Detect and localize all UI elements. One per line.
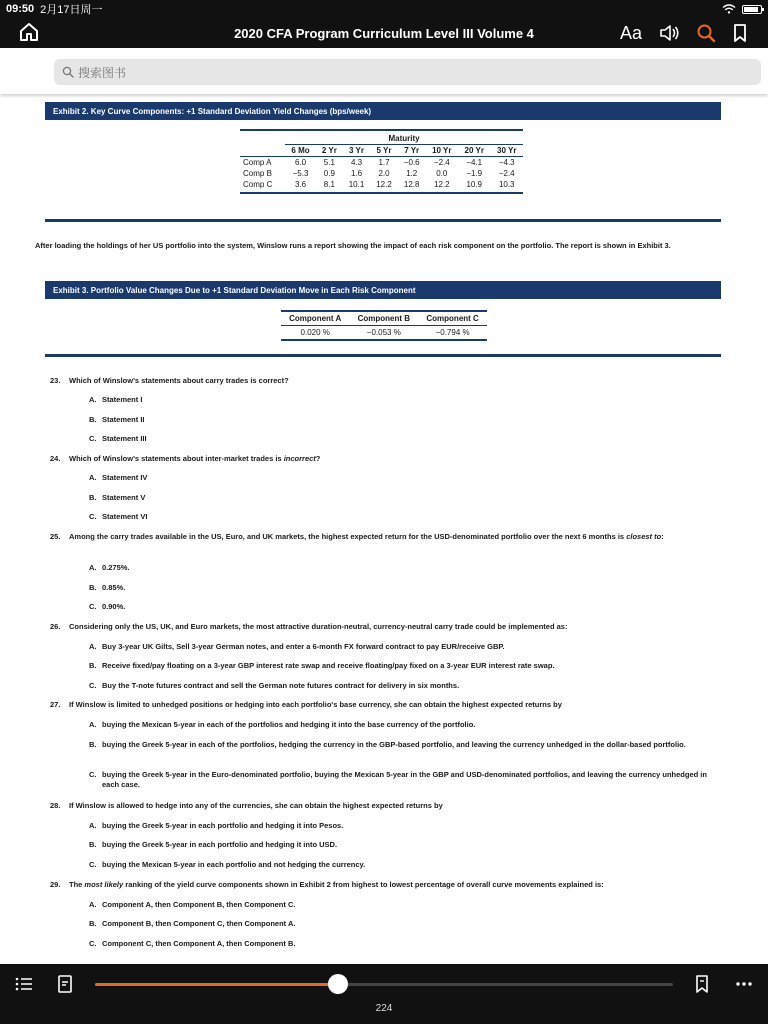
table-cell: 10.3: [490, 179, 523, 193]
book-title: 2020 CFA Program Curriculum Level III Volume 4: [234, 25, 534, 41]
status-date: 2月17日周一: [40, 4, 103, 16]
column-header: Component A: [281, 311, 349, 326]
question-emphasis: incorrect: [283, 454, 316, 463]
option-text: 0.275%.: [102, 563, 130, 572]
question-number: 29.: [50, 880, 61, 889]
option-letter: C.: [89, 770, 97, 779]
option-26-c: [89, 681, 725, 691]
table-cell: 4.3: [350, 158, 363, 167]
option-29-c: [89, 939, 725, 949]
exhibit-3-title: Exhibit 3. Portfolio Value Changes Due to +1 Standard Deviation Move in Each Risk Component: [45, 281, 721, 299]
reader-bottom-bar: [0, 964, 768, 1024]
option-23-c: [89, 434, 725, 444]
option-letter: A.: [89, 473, 97, 482]
table-cell: 5.1: [323, 158, 335, 167]
option-text: Statement IV: [102, 473, 148, 482]
question-text: If Winslow is allowed to hedge into any of the currencies, she can obtain the highest expected returns by: [69, 801, 443, 810]
option-letter: C.: [89, 860, 97, 869]
option-letter: B.: [89, 919, 97, 928]
option-text: Receive fixed/pay floating on a 3-year GBP interest rate swap and receive floating/pay fixed on a 3-year EUR interest rate swap.: [102, 661, 555, 670]
question-28: [50, 801, 725, 811]
option-text: Statement I: [102, 395, 143, 404]
book-page: [0, 94, 768, 964]
question-29: [50, 880, 725, 890]
option-text: buying the Greek 5-year in each of the portfolios, hedging the currency in the GBP-based portfolio, and leaving the currency unhedged in the dollar-based portfolio.: [102, 740, 686, 749]
option-text: Statement II: [102, 415, 145, 424]
column-header: 10 Yr: [426, 145, 458, 157]
column-header: Component B: [349, 311, 418, 326]
option-letter: A.: [89, 642, 97, 651]
search-icon[interactable]: [696, 23, 716, 43]
option-text: Statement V: [102, 493, 146, 502]
option-text: Component A, then Component B, then Component C.: [102, 900, 296, 909]
toolbar-icons: [620, 20, 748, 46]
column-header: 6 Mo: [285, 145, 316, 157]
question-text-end: ranking of the yield curve components shown in Exhibit 2 from highest to lowest percentage of overall curve movements explained is:: [123, 880, 604, 889]
option-letter: B.: [89, 493, 97, 502]
column-header: 2 Yr: [316, 145, 343, 157]
option-text: 0.85%.: [102, 583, 126, 592]
option-letter: B.: [89, 583, 97, 592]
exhibit-2-table: [240, 129, 523, 194]
option-letter: C.: [89, 939, 97, 948]
option-25-a: [89, 563, 725, 573]
table-cell: 0.020 %: [281, 326, 349, 341]
table-cell: −4.1: [466, 158, 483, 167]
slider-thumb[interactable]: [328, 974, 348, 994]
option-text: Component B, then Component C, then Component A.: [102, 919, 296, 928]
table-cell: 12.2: [370, 179, 398, 193]
option-text: Statement III: [102, 434, 147, 443]
option-24-a: [89, 473, 725, 483]
page-number: 224: [375, 1003, 393, 1014]
speaker-icon[interactable]: [658, 23, 680, 43]
page-view-icon[interactable]: [55, 974, 75, 994]
table-cell: 1.7: [378, 158, 390, 167]
table-cell: 2.0: [378, 169, 390, 178]
page-slider[interactable]: [95, 983, 673, 986]
wifi-icon: [722, 4, 736, 14]
table-row: [240, 157, 523, 169]
table-cell: −0.053 %: [349, 326, 418, 341]
table-row: [240, 168, 523, 179]
option-23-b: [89, 415, 725, 425]
table-cell: −0.794 %: [418, 326, 487, 341]
font-size-button[interactable]: Aa: [619, 23, 642, 43]
option-23-a: [89, 395, 725, 405]
option-letter: B.: [89, 661, 97, 670]
bookmark-icon[interactable]: [732, 23, 748, 43]
table-cell: 8.1: [316, 179, 343, 193]
table-cell: −4.3: [498, 158, 515, 167]
corner-cell: [240, 145, 285, 157]
table-cell: 6.0: [294, 158, 307, 167]
option-letter: C.: [89, 602, 97, 611]
option-text: buying the Mexican 5-year in each of the portfolios and hedging it into the base currency of the portfolio.: [102, 720, 476, 729]
option-28-c: [89, 860, 725, 870]
column-header: 30 Yr: [490, 145, 523, 157]
question-number: 25.: [50, 532, 61, 541]
table-cell: 0.9: [323, 169, 335, 178]
table-row: [240, 179, 523, 193]
question-number: 28.: [50, 801, 61, 810]
option-27-b: [89, 740, 725, 750]
option-text: buying the Greek 5-year in the Euro-denominated portfolio, buying the Mexican 5-year in the GBP and USD-denominated portfolios, and leaving the currency unhedged in each case.: [102, 770, 707, 789]
option-29-a: [89, 900, 725, 910]
section-rule: [45, 219, 721, 222]
question-number: 26.: [50, 622, 61, 631]
option-25-c: [89, 602, 725, 612]
reader-toolbar: [0, 18, 768, 48]
table-cell: 0.0: [436, 169, 448, 178]
option-letter: A.: [89, 563, 97, 572]
exhibit-2-title: Exhibit 2. Key Curve Components: +1 Standard Deviation Yield Changes (bps/week): [45, 102, 721, 120]
option-letter: A.: [89, 395, 97, 404]
column-header: 20 Yr: [458, 145, 490, 157]
maturity-header: Maturity: [285, 130, 523, 145]
question-text: Which of Winslow's statements about inter-market trades is: [69, 454, 284, 463]
exhibit-3-table: [281, 310, 487, 341]
column-header: 3 Yr: [343, 145, 371, 157]
option-letter: C.: [89, 512, 97, 521]
table-cell: −1.9: [466, 169, 483, 178]
table-cell: 12.8: [398, 179, 426, 193]
corner-cell: [240, 130, 285, 145]
option-letter: A.: [89, 821, 97, 830]
more-icon[interactable]: [734, 974, 754, 994]
option-letter: C.: [89, 434, 97, 443]
option-text: buying the Greek 5-year in each portfolio and hedging it into USD.: [102, 840, 338, 849]
question-24: [50, 454, 725, 464]
column-header: 5 Yr: [370, 145, 398, 157]
question-text: Which of Winslow's statements about carry trades is correct?: [69, 376, 289, 385]
option-text: Component C, then Component A, then Component B.: [102, 939, 296, 948]
table-cell: 10.9: [458, 179, 490, 193]
body-paragraph: After loading the holdings of her US portfolio into the system, Winslow runs a report showing the impact of each risk component on the portfolio. The report is shown in Exhibit 3.: [35, 241, 671, 250]
option-24-b: [89, 493, 725, 503]
row-label: Comp C: [240, 179, 285, 193]
option-letter: B.: [89, 840, 97, 849]
question-text: The: [69, 880, 85, 889]
table-of-contents-icon[interactable]: [14, 974, 34, 994]
search-placeholder: 搜索图书: [78, 65, 127, 80]
question-number: 24.: [50, 454, 61, 463]
question-number: 27.: [50, 700, 61, 709]
option-29-b: [89, 919, 725, 929]
question-25: [50, 532, 725, 542]
table-cell: 1.6: [350, 169, 363, 178]
question-text: If Winslow is limited to unhedged positions or hedging into each portfolio's base currency, she can obtain the highest expected returns by: [69, 700, 562, 709]
option-27-a: [89, 720, 725, 730]
question-27: [50, 700, 725, 710]
table-row: [281, 326, 487, 341]
option-letter: B.: [89, 740, 97, 749]
status-bar: [0, 0, 768, 18]
table-cell: 1.2: [406, 169, 418, 178]
status-right: [722, 4, 762, 14]
option-letter: A.: [89, 900, 97, 909]
table-cell: −2.4: [433, 158, 450, 167]
row-label: Comp B: [243, 169, 272, 178]
table-cell: −2.4: [498, 169, 515, 178]
question-text-end: ?: [315, 454, 321, 463]
question-text: Among the carry trades available in the US, Euro, and UK markets, the highest expected return for the USD-denominated portfolio over the next 6 months is: [69, 532, 627, 541]
option-28-a: [89, 821, 725, 831]
option-26-b: [89, 661, 725, 671]
question-emphasis: most likely: [84, 880, 124, 889]
bookmarks-list-icon[interactable]: [692, 974, 712, 994]
battery-icon: [742, 5, 762, 14]
table-cell: −0.6: [403, 158, 420, 167]
option-26-a: [89, 642, 725, 652]
table-cell: 12.2: [426, 179, 458, 193]
search-area: [0, 48, 768, 94]
option-text: buying the Greek 5-year in each portfolio and hedging it into Pesos.: [102, 821, 344, 830]
table-cell: 3.6: [285, 179, 316, 193]
slider-fill: [95, 983, 338, 986]
option-28-b: [89, 840, 725, 850]
question-26: [50, 622, 725, 632]
column-header: Component C: [418, 311, 487, 326]
option-letter: B.: [89, 415, 97, 424]
option-25-b: [89, 583, 725, 593]
section-rule: [45, 354, 721, 357]
question-emphasis: closest to: [626, 532, 662, 541]
option-text: Buy the T-note futures contract and sell the German note futures contract for delivery in six months.: [102, 681, 460, 690]
option-27-c: [89, 770, 725, 790]
option-letter: A.: [89, 720, 97, 729]
table-cell: 10.1: [343, 179, 371, 193]
question-text: Considering only the US, UK, and Euro markets, the most attractive duration-neutral, currency-neutral carry trade could be implemented as:: [69, 622, 568, 631]
option-24-c: [89, 512, 725, 522]
table-cell: −5.3: [292, 169, 309, 178]
option-text: buying the Mexican 5-year in each portfolio and not hedging the currency.: [102, 860, 366, 869]
option-text: Statement VI: [102, 512, 148, 521]
column-header: 7 Yr: [398, 145, 426, 157]
search-input[interactable]: [54, 59, 761, 85]
option-letter: C.: [89, 681, 97, 690]
question-number: 23.: [50, 376, 61, 385]
option-text: 0.90%.: [102, 602, 126, 611]
question-text-end: :: [661, 532, 664, 541]
search-icon: [62, 66, 74, 78]
status-time: 09:50: [6, 3, 35, 15]
option-text: Buy 3-year UK Gilts, Sell 3-year German notes, and enter a 6-month FX forward contract to pay EUR/receive GBP.: [102, 642, 505, 651]
question-23: [50, 376, 725, 386]
row-label: Comp A: [243, 158, 272, 167]
